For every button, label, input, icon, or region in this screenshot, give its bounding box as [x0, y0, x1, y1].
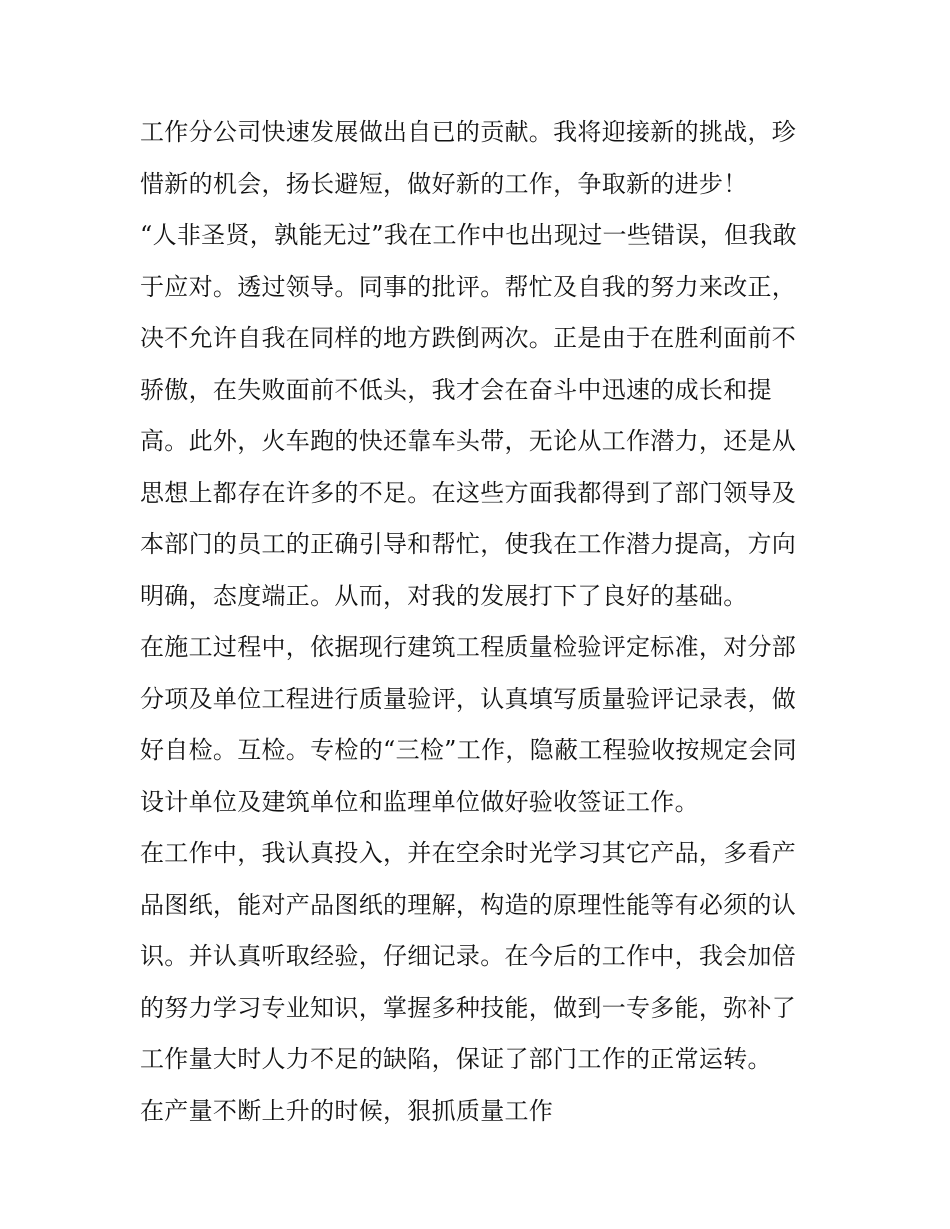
text-line-19: 工作量大时人力不足的缺陷，保证了部门工作的正常运转。	[140, 1045, 772, 1073]
document-body-text	[140, 107, 820, 1137]
text-line-5: 决不允许自我在同样的地方跌倒两次。正是由于在胜利面前不	[140, 324, 797, 352]
text-line-20: 在产量不断上升的时候，狠抓质量工作	[140, 1096, 554, 1125]
text-line-15: 在工作中，我认真投入，并在空余时光学习其它产品，多看产	[140, 839, 797, 867]
text-line-14: 设计单位及建筑单位和监理单位做好验收签证工作。	[140, 787, 699, 816]
text-line-16: 品图纸，能对产品图纸的理解，构造的原理性能等有必须的认	[140, 890, 797, 919]
text-line-9: 本部门的员工的正确引导和帮忙，使我在工作潜力提高，方向	[140, 530, 797, 558]
text-line-3: “人非圣贤，孰能无过”我在工作中也出现过一些错误，但我敢	[140, 221, 797, 249]
text-line-12: 分项及单位工程进行质量验评，认真填写质量验评记录表，做	[140, 684, 797, 713]
text-line-17: 识。并认真听取经验，仔细记录。在今后的工作中，我会加倍	[140, 942, 797, 970]
text-line-7: 高。此外，火车跑的快还靠车头带，无论从工作潜力，还是从	[140, 427, 797, 455]
text-line-13: 好自检。互检。专检的“三检”工作，隐蔽工程验收按规定会同	[140, 736, 797, 764]
text-line-1: 工作分公司快速发展做出自已的贡献。我将迎接新的挑战，珍	[140, 118, 797, 146]
text-line-4: 于应对。透过领导。同事的批评。帮忙及自我的努力来改正，	[140, 272, 797, 301]
text-line-8: 思想上都存在许多的不足。在这些方面我都得到了部门领导及	[140, 478, 797, 507]
text-line-10: 明确，态度端正。从而，对我的发展打下了良好的基础。	[140, 581, 748, 610]
text-line-2: 惜新的机会，扬长避短，做好新的工作，争取新的进步！	[140, 169, 748, 198]
text-line-18: 的努力学习专业知识，掌握多种技能，做到一专多能，弥补了	[140, 993, 797, 1022]
text-line-6: 骄傲，在失败面前不低头，我才会在奋斗中迅速的成长和提	[140, 375, 772, 404]
text-line-11: 在施工过程中，依据现行建筑工程质量检验评定标准，对分部	[140, 633, 797, 661]
